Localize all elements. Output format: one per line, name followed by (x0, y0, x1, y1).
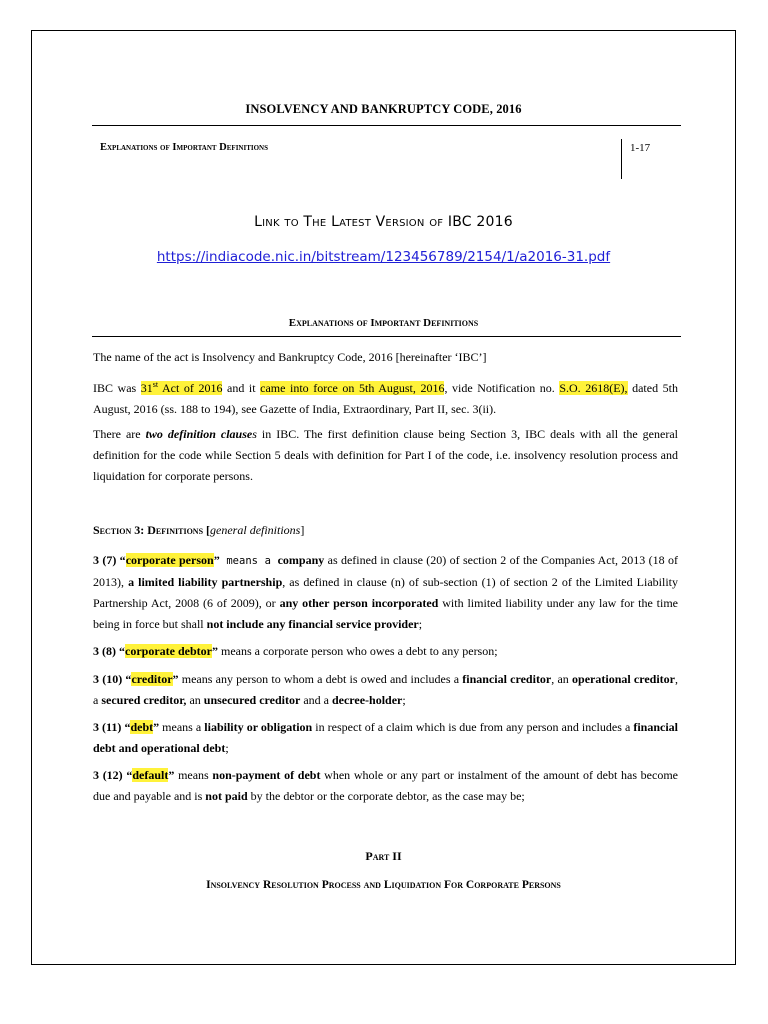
definition-3-8: 3 (8) “corporate debtor” means a corporate person who owes a debt to any person; (93, 644, 498, 658)
running-head: Explanations of Important Definitions (100, 142, 268, 153)
link-heading: Link to The Latest Version of IBC 2016 (254, 214, 513, 230)
ibc-link[interactable]: https://indiacode.nic.in/bitstream/123456789/2154/1/a2016-31.pdf (156, 249, 611, 265)
definition-3-7: 3 (7) “corporate person” means a company as defined in clause (20) of section 2 of the Companies Act, 2013 (18 of 2013), a limited liability partnership, as defined in clause (n) of sub-section (1) of section 2 of the Limited Liability Partnership Act, 2008 (6 of 2009), or any other person incorporated with limited liability under any law for the time being in force but shall not include any financial service provider; (93, 553, 679, 631)
document-page (31, 30, 736, 965)
title-rule (92, 125, 681, 126)
part-subheading: Insolvency Resolution Process and Liquidation For Corporate Persons (206, 879, 561, 891)
intro-paragraph-3: There are two definition clauses in IBC. The first definition clause being Section 3, IBC deals with all the general definition for the code while Section 5 deals with definition for Part I of the code, i.e. insolvency resolution process and liquidation for corporate persons. (93, 427, 678, 483)
definition-3-11: 3 (11) “debt” means a liability or obligation in respect of a claim which is due from any person and includes a financial debt and operational debt; (93, 720, 679, 755)
definition-3-10: 3 (10) “creditor” means any person to whom a debt is owed and includes a financial creditor, an operational creditor, a secured creditor, an unsecured creditor and a decree-holder; (93, 672, 679, 707)
page-number: 1-17 (630, 142, 651, 154)
part-heading: Part II (365, 849, 402, 863)
intro-paragraph-1: The name of the act is Insolvency and Bankruptcy Code, 2016 [hereinafter ‘IBC’] (93, 350, 487, 364)
page-number-divider (621, 139, 622, 179)
definition-3-12: 3 (12) “default” means non-payment of debt when whole or any part or instalment of the amount of debt has become due and payable and is not paid by the debtor or the corporate debtor, as the case may be; (93, 768, 678, 803)
section-heading: Explanations of Important Definitions (288, 317, 479, 329)
section-rule (92, 336, 681, 337)
document-title: INSOLVENCY AND BANKRUPTCY CODE, 2016 (245, 102, 522, 116)
section-3-heading: Section 3: Definitions [general definitions] (93, 523, 305, 537)
intro-paragraph-2: IBC was 31st Act of 2016 and it came into force on 5th August, 2016, vide Notification no. S.O. 2618(E), dated 5th August, 2016 (ss. 188 to 194), see Gazette of India, Extraordinary, Part II, sec. 3(ii). (93, 380, 678, 416)
